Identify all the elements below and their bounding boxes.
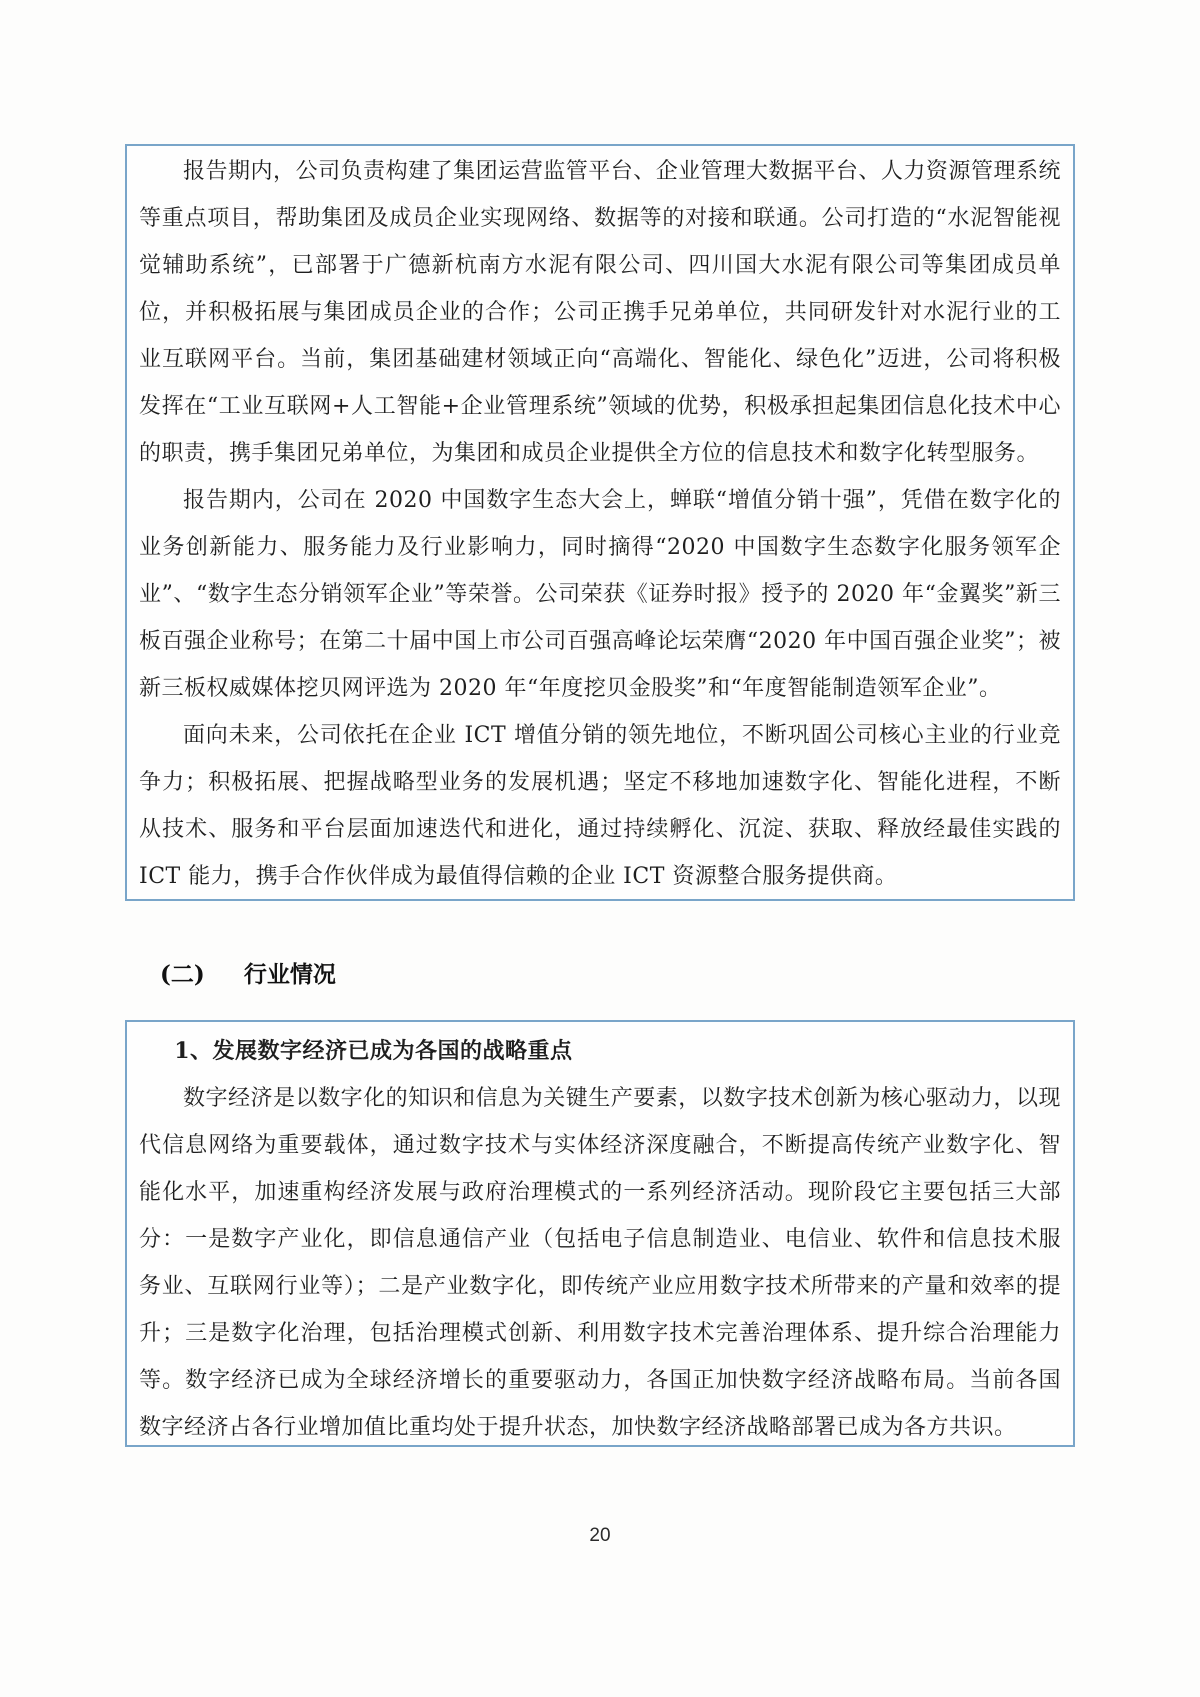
page-number: 20	[589, 1525, 611, 1546]
section-numbering: (二)	[160, 961, 205, 988]
paragraph-awards-2020: 报告期内，公司在 2020 中国数字生态大会上，蝉联“增值分销十强”，凭借在数字化的业务创新能力、服务能力及行业影响力，同时摘得“2020 中国数字生态数字化服务领军企业”、“数字生态分销领军企业”等荣誉。公司荣获《证券时报》授予的 2020 年“金翼奖”新三板百强企业称号；在第二十届中国上市公司百强高峰论坛荣膺“2020 年中国百强企业奖”；被新三板权威媒体挖贝网评选为 2020 年“年度挖贝金股奖”和“年度智能制造领军企业”。	[139, 488, 1061, 701]
section-heading-industry	[160, 955, 336, 995]
paragraph-future-outlook: 面向未来，公司依托在企业 ICT 增值分销的领先地位，不断巩固公司核心主业的行业竞争力；积极拓展、把握战略型业务的发展机遇；坚定不移地加速数字化、智能化进程，不断从技术、服务和平台层面加速迭代和进化，通过持续孵化、沉淀、获取、释放经最佳实践的 ICT 能力，携手合作伙伴成为最值得信赖的企业 ICT 资源整合服务提供商。	[139, 723, 1061, 889]
paragraph-digital-economy-definition: 数字经济是以数字化的知识和信息为关键生产要素，以数字技术创新为核心驱动力，以现代信息网络为重要载体，通过数字技术与实体经济深度融合，不断提高传统产业数字化、智能化水平，加速重构经济发展与政府治理模式的一系列经济活动。现阶段它主要包括三大部分：一是数字产业化，即信息通信产业（包括电子信息制造业、电信业、软件和信息技术服务业、互联网行业等）；二是产业数字化，即传统产业应用数字技术所带来的产量和效率的提升；三是数字化治理，包括治理模式创新、利用数字技术完善治理体系、提升综合治理能力等。数字经济已成为全球经济增长的重要驱动力，各国正加快数字经济战略布局。当前各国数字经济占各行业增加值比重均处于提升状态，加快数字经济战略部署已成为各方共识。	[139, 1086, 1061, 1440]
highlight-box-industry-situation	[125, 1020, 1075, 1447]
highlight-box-company-overview	[125, 144, 1075, 901]
subheading-digital-economy: 1、发展数字经济已成为各国的战略重点	[174, 1038, 573, 1064]
paragraph-platform-construction: 报告期内，公司负责构建了集团运营监管平台、企业管理大数据平台、人力资源管理系统等重点项目，帮助集团及成员企业实现网络、数据等的对接和联通。公司打造的“水泥智能视觉辅助系统”，已部署于广德新杭南方水泥有限公司、四川国大水泥有限公司等集团成员单位，并积极拓展与集团成员企业的合作；公司正携手兄弟单位，共同研发针对水泥行业的工业互联网平台。当前，集团基础建材领域正向“高端化、智能化、绿色化”迈进，公司将积极发挥在“工业互联网+人工智能+企业管理系统”领域的优势，积极承担起集团信息化技术中心的职责，携手集团兄弟单位，为集团和成员企业提供全方位的信息技术和数字化转型服务。	[139, 159, 1061, 466]
section-title: 行业情况	[243, 961, 336, 988]
